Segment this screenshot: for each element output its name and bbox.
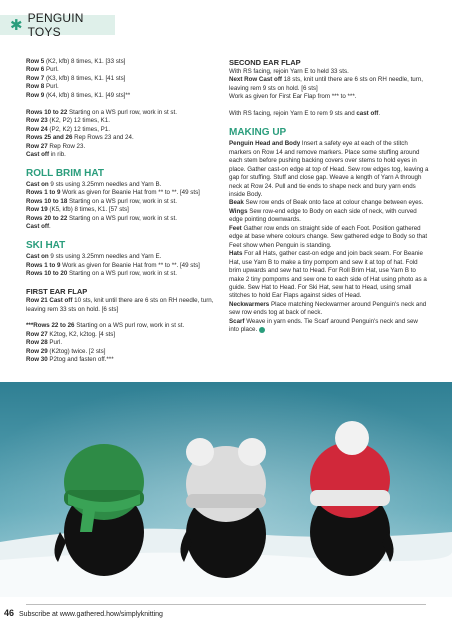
pattern-line [26,331,216,339]
instruction-text: Purl. [44,66,59,74]
bold-label: Row 19 [26,206,48,214]
bold-label: Feet [229,224,242,232]
bold-label: Row 23 [26,117,48,125]
bold-label: Row 5 [26,58,45,65]
right-column [229,58,429,335]
pattern-line [26,348,216,356]
pattern-line [26,109,216,117]
pattern-line [26,198,216,206]
footer-rule [26,604,426,605]
pattern-line [26,297,216,314]
making-up-paragraph [229,140,429,199]
page-footer [4,608,163,618]
asterisk-icon: ✱ [10,16,23,34]
instruction-text: Purl. [47,339,63,347]
bold-label: Row 8 [26,83,45,91]
pattern-line [26,356,216,364]
first-ear-flap-rows [26,322,216,364]
making-up-heading: MAKING UP [229,127,287,139]
pattern-line [26,339,216,347]
instruction-text: . [49,223,51,231]
pattern-line [26,262,216,270]
bold-label: Rows 1 to 9 [26,189,61,197]
instruction-text: Insert a safety eye at each of the stitch markers on Row 14 and remove markers. Place some stuffing around each stem before pushing backing covers over stems to hold eyes in place. Gather cast-on edge at top of Head. Sew row edges tog, leaving a gap for stuffing. Stuff and close gap. Weave a length of Yarn A through neck at Row 24. Pull and tie ends to shape neck and bury yarn ends inside Body. [229,140,429,198]
bold-label: Cast off [26,223,50,231]
pattern-line [26,151,216,159]
bold-label: Next Row Cast off [229,76,282,84]
instruction-text: Starting on a WS purl row, work in st st. [74,322,185,330]
pattern-line [26,143,216,151]
instruction-text: . [378,110,381,118]
instruction-text: (K2, kfb) 8 times, K1. [33 sts] [44,58,126,65]
first-ear-flap-instructions [26,297,216,314]
penguin-grey [180,438,266,578]
bold-label: Beak [229,199,244,207]
first-ear-flap-heading: FIRST EAR FLAP [26,287,88,297]
pattern-line [26,215,216,223]
penguin-toys-photo [0,382,452,597]
pattern-line [26,58,216,66]
end-mark-icon [259,327,265,333]
subscribe-link[interactable]: Subscribe at www.gathered.how/simplyknitting [18,611,163,618]
bold-label: Row 30 [26,356,48,364]
instruction-text: 10 sts, knit until there are 6 sts on RH needle, turn, leaving rem 33 sts on hold. [6 sts] [26,297,214,313]
instruction-text: Starting on a WS purl row, work in st st. [67,270,177,278]
bold-label: Rows 10 to 22 [26,108,68,116]
bold-label: Wings [229,207,248,215]
bold-label: Cast off [26,151,50,159]
bold-label: Rows 1 to 9 [26,261,61,269]
section-header [0,11,115,39]
second-ear-flap-heading: SECOND EAR FLAP [229,58,301,67]
pattern-line [26,253,216,261]
instruction-text: Purl. [44,83,59,91]
pattern-line [26,126,216,134]
instruction-text: Rep Row 23. [47,142,86,150]
instruction-text: P2tog and fasten off.*** [47,356,114,364]
pattern-line [26,75,216,83]
page-number: 46 [4,608,15,618]
instruction-text: 9 sts using 3.25mm needles and Yarn E. [48,253,162,261]
instruction-text: Starting on a WS purl row, work in st st. [67,108,177,116]
pattern-line [26,117,216,125]
making-up-paragraph [229,208,429,225]
bold-label: ***Rows 22 to 26 [26,322,75,330]
roll-brim-hat-instructions [26,181,216,232]
instruction-text: 18 sts, knit until there are 6 sts on RH needle, turn, leaving rem 9 sts on hold. [6 sts] [229,76,423,92]
pattern-line [26,322,216,330]
making-up-paragraph [229,301,429,318]
instruction-text: (P2, K2) 12 times, P1. [47,125,110,133]
bold-label: Row 9 [26,91,45,99]
pattern-line [26,134,216,142]
ski-hat-instructions [26,253,216,278]
instruction-text: (K4, kfb) 8 times, K1. [49 sts]** [44,91,131,99]
making-up-paragraph [229,199,429,207]
bold-label: Rows 10 to 18 [26,197,68,205]
instruction-text: Starting on a WS purl row, work in st st. [67,197,177,205]
second-ear-flap-finish [229,110,429,118]
bold-label: Cast on [26,253,49,261]
pattern-line [26,270,216,278]
bold-label: Rows 20 to 22 [26,214,68,222]
instruction-text: (K2tog) twice. [2 sts] [47,347,106,355]
instruction-text: Work as given for Beanie Hat from ** to **. [49 sts] [60,189,200,197]
instruction-text: K2tog, K2, k2tog. [4 sts] [47,330,116,338]
bold-label: Scarf [229,317,245,325]
instruction-text: Gather row ends on straight side of each Foot. Position gathered edge at base where colours change. Sew gathered edge to Body so that Feet show when Penguin is standing. [229,224,428,249]
making-up-instructions [229,140,429,334]
instruction-text: Rep Rows 23 and 24. [72,134,134,142]
instruction-text: With RS facing, rejoin Yarn E to held 33 sts. [229,68,349,75]
bold-label: Row 27 [26,142,48,150]
ski-hat-heading: SKI HAT [26,240,66,252]
making-up-paragraph [229,250,429,301]
making-up-paragraph [229,225,429,250]
bold-label: Penguin Head and Body [229,140,301,148]
pattern-line [229,110,429,118]
instruction-text: Starting on a WS purl row, work in st st. [67,214,177,222]
bold-label: Neckwarmers [229,300,270,308]
instruction-text: With RS facing, rejoin Yarn E to rem 9 sts and [229,110,357,118]
roll-brim-hat-heading: ROLL BRIM HAT [26,167,104,179]
bold-label: Row 7 [26,74,45,82]
instruction-text: Sew row ends of Beak onto face at colour change between eyes. [243,199,424,207]
instruction-text: Place matching Neckwarmer around Penguin's neck and sew row ends tog at back of neck. [229,300,427,317]
instruction-text: Weave in yarn ends. Tie Scarf around Penguin's neck and sew into place. [229,317,418,334]
bold-label: Rows 10 to 20 [26,270,68,278]
second-ear-flap-instructions [229,68,429,102]
instruction-text: For all Hats, gather cast-on edge and join back seam. For Beanie Hat, use Yarn B to make a tiny pompom and sew it at top of hat. Fold brim upwards and sew hat to Head. For Roll Brim Hat, use Yarn B to make 2 tiny pompoms and sew one to each side of Hat using photo as a guide. Sew Hat to Head. For Ski Hat, sew hat to Head, using small stitches to hold Ear Flaps against sides of Head. [229,250,427,300]
bold-label: cast off [356,110,379,118]
pattern-line [229,68,429,76]
instruction-text: Work as given for Beanie Hat from ** to **. [49 sts] [60,261,200,269]
pattern-line [26,206,216,214]
pattern-line [26,181,216,189]
bold-label: Hats [229,250,243,258]
instruction-text: (K2, P2) 12 times, K1. [47,117,110,125]
pattern-line [26,66,216,74]
bold-label: Row 28 [26,339,48,347]
instruction-text: in rib. [49,151,66,159]
left-column [26,58,216,365]
bold-label: Rows 25 and 26 [26,134,73,142]
pattern-line [26,223,216,231]
instruction-text: (K5, kfb) 8 times, K1. [57 sts] [47,206,129,214]
bold-label: Row 21 Cast off [26,297,73,305]
instruction-text: 9 sts using 3.25mm needles and Yarn B. [48,180,162,188]
pattern-line [229,93,429,101]
bold-label: Row 27 [26,330,48,338]
instruction-text: (K3, kfb) 8 times, K1. [41 sts] [44,74,126,82]
page-title: PENGUIN TOYS [27,11,84,39]
pattern-rows-block-2 [26,109,216,160]
making-up-paragraph [229,318,429,335]
bold-label: Row 24 [26,125,48,133]
bold-label: Cast on [26,180,49,188]
pattern-line [26,92,216,100]
pattern-rows-block-1 [26,58,216,100]
pattern-line [26,83,216,91]
pattern-line [229,76,429,93]
instruction-text: Sew row-end edge to Body on each side of neck, with curved edge pointing downwards. [229,207,417,224]
bold-label: Row 6 [26,66,45,74]
pattern-line [26,189,216,197]
bold-label: Row 29 [26,347,48,355]
instruction-text: Work as given for First Ear Flap from *** to ***. [229,93,357,101]
